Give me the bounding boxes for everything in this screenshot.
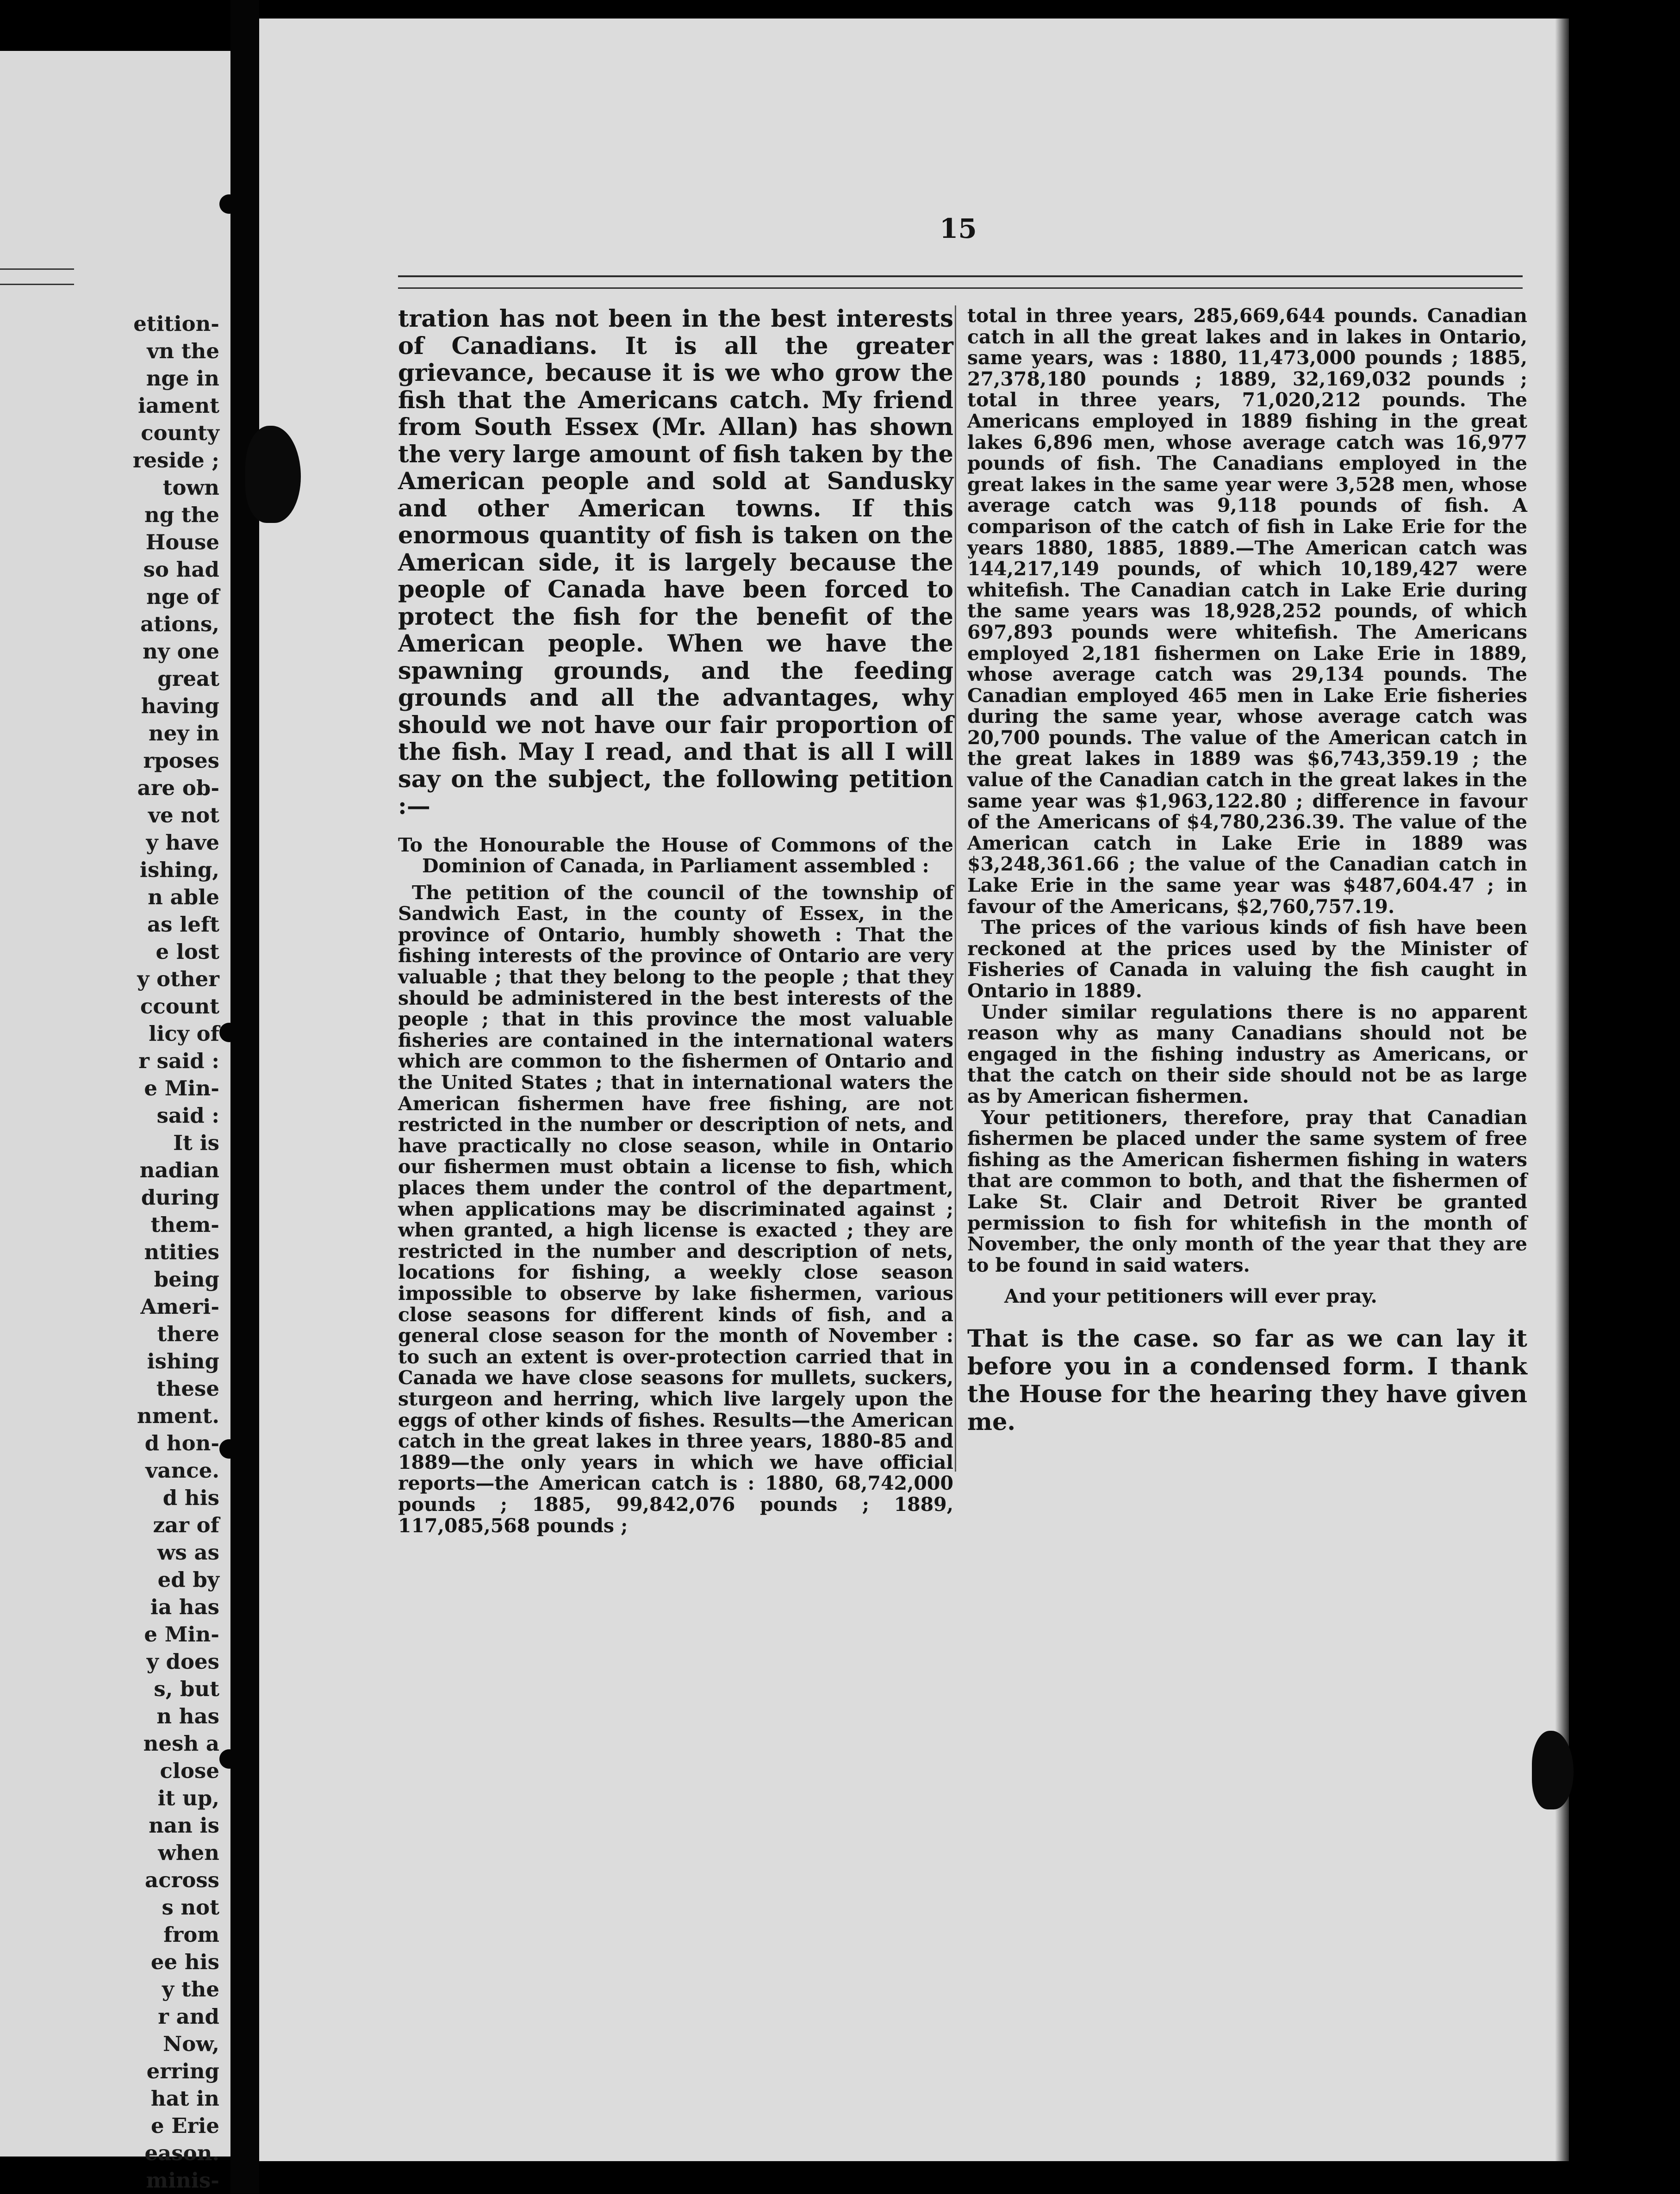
binding-hole — [219, 194, 239, 214]
left-text-fragment: e Min- — [144, 1622, 219, 1647]
page-number: 15 — [940, 213, 977, 244]
left-text-fragment: county — [141, 421, 219, 445]
right-page — [259, 19, 1569, 2161]
left-text-fragment: ws as — [157, 1540, 219, 1565]
column-left — [398, 305, 953, 1536]
left-text-fragment: so had — [143, 557, 219, 582]
closing-remarks: That is the case. so far as we can lay it before you in a condensed form. I thank the House for the hearing they have given me. — [967, 1324, 1527, 1436]
left-text-fragment: being — [154, 1267, 219, 1292]
left-text-fragment: Now, — [163, 2032, 219, 2056]
left-text-fragment: ee his — [150, 1950, 219, 1974]
left-text-fragment: n has — [156, 1704, 219, 1728]
column-right — [967, 305, 1527, 1460]
header-rule — [398, 275, 1523, 289]
left-text-fragment: nadian — [139, 1158, 219, 1182]
left-text-fragment: ations, — [140, 612, 219, 636]
left-text-fragment: Ameri- — [140, 1294, 219, 1319]
left-text-fragment: there — [157, 1322, 219, 1346]
petition-closing: And your petitioners will ever pray. — [1004, 1285, 1377, 1308]
left-page-fragment — [0, 51, 230, 2193]
left-text-fragment: having — [141, 694, 219, 718]
paragraph: The prices of the various kinds of fish have been reckoned at the prices used by the Minister of Fisheries of Canada in valuing the fish caught in Ontario in 1889. — [967, 916, 1527, 1002]
left-text-fragment: y have — [146, 830, 219, 855]
left-text-fragment: s, but — [154, 1677, 219, 1701]
page-edge-shadow — [1555, 19, 1569, 2161]
column-divider — [955, 305, 956, 1472]
left-text-fragment: them- — [150, 1212, 219, 1237]
left-text-fragment: House — [145, 530, 219, 554]
paragraph: Under similar regulations there is no apparent reason why as many Canadians should not be engaged in the fishing industry as Americans, or that the catch on their side should not be as large as by American fishermen. — [967, 1001, 1527, 1107]
left-page-rule — [0, 268, 74, 285]
left-text-fragment: d hon- — [144, 1431, 219, 1455]
left-text-fragment: ccount — [140, 994, 219, 1019]
left-text-fragment: nge of — [146, 584, 219, 609]
left-text-fragment: s not — [162, 1895, 219, 1920]
left-text-fragment: nan is — [149, 1813, 219, 1838]
left-text-fragment: iament — [137, 393, 219, 418]
left-text-fragment: y the — [162, 1977, 219, 2001]
left-text-fragment: are ob- — [137, 776, 219, 800]
left-text-fragment: ny one — [143, 639, 219, 664]
left-text-fragment: ney in — [149, 721, 219, 746]
left-text-fragment: nge in — [146, 366, 219, 391]
left-text-fragment: y other — [137, 967, 219, 991]
binding-gutter — [230, 0, 259, 2194]
left-text-fragment: during — [141, 1185, 219, 1210]
left-text-fragment: nesh a — [143, 1731, 219, 1756]
paragraph: tration has not been in the best interests of Canadians. It is all the greater grievance, because it is we who grow the fish that the Americans catch. My friend from South Essex (Mr. Allan) has shown the very large amount of fish taken by the American people and sold at Sandusky and other American towns. If this enormous quantity of fish is taken on the American side, it is largely because the people of Canada have been forced to protect the fish for the benefit of the American people. When we have the spawning grounds, and the feeding grounds and all the advantages, why should we not have our fair proportion of the fish. May I read, and that is all I will say on the subject, the following petition :— — [398, 305, 953, 820]
left-text-fragment: rposes — [143, 748, 219, 773]
left-text-fragment: vn the — [147, 339, 219, 363]
left-text-fragment: vance. — [145, 1458, 219, 1483]
left-text-fragment: from — [163, 1922, 219, 1947]
left-text-fragment: said : — [156, 1103, 219, 1128]
left-text-fragment: It is — [173, 1131, 219, 1155]
paragraph: total in three years, 285,669,644 pounds. Canadian catch in all the great lakes and in lakes in Ontario, same years, was : 1880, 11,473,000 pounds ; 1885, 27,378,180 pounds ; 1889, 32,169,032 pounds ; total in three years, 71,020,212 pounds. The Americans employed in 1889 fishing in the great lakes 6,896 men, whose average catch was 16,977 pounds of fish. The Canadians employed in the great lakes in the same year were 3,528 men, whose average catch was 9,118 pounds of fish. A comparison of the catch of fish in Lake Erie for the years 1880, 1885, 1889.—The American catch was 144,217,149 pounds, of which 10,189,427 were whitefish. The Canadian catch in Lake Erie during the same years was 18,928,252 pounds, of which 697,893 pounds were whitefish. The Americans employed 2,181 fishermen on Lake Erie in 1889, whose average catch was 29,134 pounds. The Canadian employed 465 men in Lake Erie fisheries during the same year, whose average catch was 20,700 pounds. The value of the American catch in the great lakes in 1889 was $6,743,359.19 ; the value of the Canadian catch in the great lakes in the same year was $1,963,122.80 ; difference in favour of the Americans of $4,780,236.39. The value of the American catch in Lake Erie in 1889 was $3,248,361.66 ; the value of the Canadian catch in Lake Erie in the same year was $487,604.47 ; in favour of the Americans, $2,760,757.19. — [967, 305, 1527, 918]
petition-body: The petition of the council of the township of Sandwich East, in the county of Essex, in the province of Ontario, humbly showeth : That the fishing interests of the province of Ontario are very valuable ; that they belong to the people ; that they should be administered in the best interests of the people ; that in this province the most valuable fisheries are contained in the international waters which are common to the fishermen of Ontario and the United States ; that in international waters the American fishermen have free fishing, are not restricted in the number or description of nets, and have practically no close season, while in Ontario our fishermen must obtain a license to fish, which places them under the control of the department, when applications may be discriminated against ; when granted, a high license is exacted ; they are restricted in the number and description of nets, locations for fishing, a weekly close season impossible to observe by lake fishermen, various close seasons for different kinds of fish, and a general close season for the month of November : to such an extent is over-protection carried that in Canada we have close seasons for mullets, suckers, sturgeon and herring, which live largely upon the eggs of other kinds of fishes. Results—the American catch in the great lakes in three years, 1880-85 and 1889—the only years in which we have official reports—the American catch is : 1880, 68,742,000 pounds ; 1885, 99,842,076 pounds ; 1889, 117,085,568 pounds ; — [398, 881, 953, 1537]
left-text-fragment: minis- — [146, 2168, 219, 2193]
left-text-fragment: ishing, — [139, 858, 219, 882]
left-text-fragment: licy of — [149, 1021, 219, 1046]
left-text-fragment: n able — [148, 885, 219, 909]
left-text-fragment: e Min- — [144, 1076, 219, 1100]
left-text-fragment: y does — [146, 1649, 219, 1674]
left-text-fragment: ed by — [157, 1567, 219, 1592]
left-text-fragment: reside ; — [132, 448, 219, 472]
left-text-fragment: e Erie — [150, 2113, 219, 2138]
binding-hole — [219, 1749, 239, 1769]
left-text-fragment: ishing — [147, 1349, 219, 1374]
binding-hole — [219, 1023, 239, 1042]
left-text-fragment: close — [160, 1759, 219, 1783]
left-text-fragment: these — [156, 1376, 219, 1401]
left-text-fragment: across — [145, 1868, 219, 1892]
left-text-fragment: ng the — [144, 503, 219, 527]
left-text-fragment: zar of — [153, 1513, 219, 1537]
ink-blot — [245, 426, 301, 523]
left-text-fragment: d his — [162, 1485, 219, 1510]
paragraph: Your petitioners, therefore, pray that Canadian fishermen be placed under the same system of free fishing as the American fishermen fishing in waters that are common to both, and that the fishermen of Lake St. Clair and Detroit River be granted permission to fish for whitefish in the month of November, the only month of the year that they are to be found in said waters. — [967, 1106, 1527, 1276]
left-text-fragment: ve not — [148, 803, 219, 827]
left-text-fragment: as left — [147, 912, 219, 937]
left-text-fragment: hat in — [150, 2086, 219, 2111]
left-text-fragment: ia has — [150, 1595, 219, 1619]
left-text-fragment: it up, — [157, 1786, 219, 1810]
left-text-fragment: etition- — [133, 311, 219, 336]
left-text-fragment: nment. — [137, 1404, 219, 1428]
left-text-fragment: r and — [158, 2004, 219, 2029]
left-page-text-fragments — [118, 310, 219, 2194]
left-text-fragment: great — [157, 666, 219, 691]
binding-hole — [219, 1439, 239, 1459]
left-text-fragment: erring — [146, 2059, 219, 2083]
left-text-fragment: when — [158, 1840, 219, 1865]
left-text-fragment: eason. — [144, 2141, 219, 2165]
left-text-fragment: ntities — [144, 1240, 219, 1264]
left-text-fragment: e lost — [156, 939, 219, 964]
left-text-fragment: town — [162, 475, 219, 500]
petition-heading: To the Honourable the House of Commons of the Dominion of Canada, in Parliament assembled : — [398, 833, 953, 877]
left-text-fragment: r said : — [138, 1049, 219, 1073]
